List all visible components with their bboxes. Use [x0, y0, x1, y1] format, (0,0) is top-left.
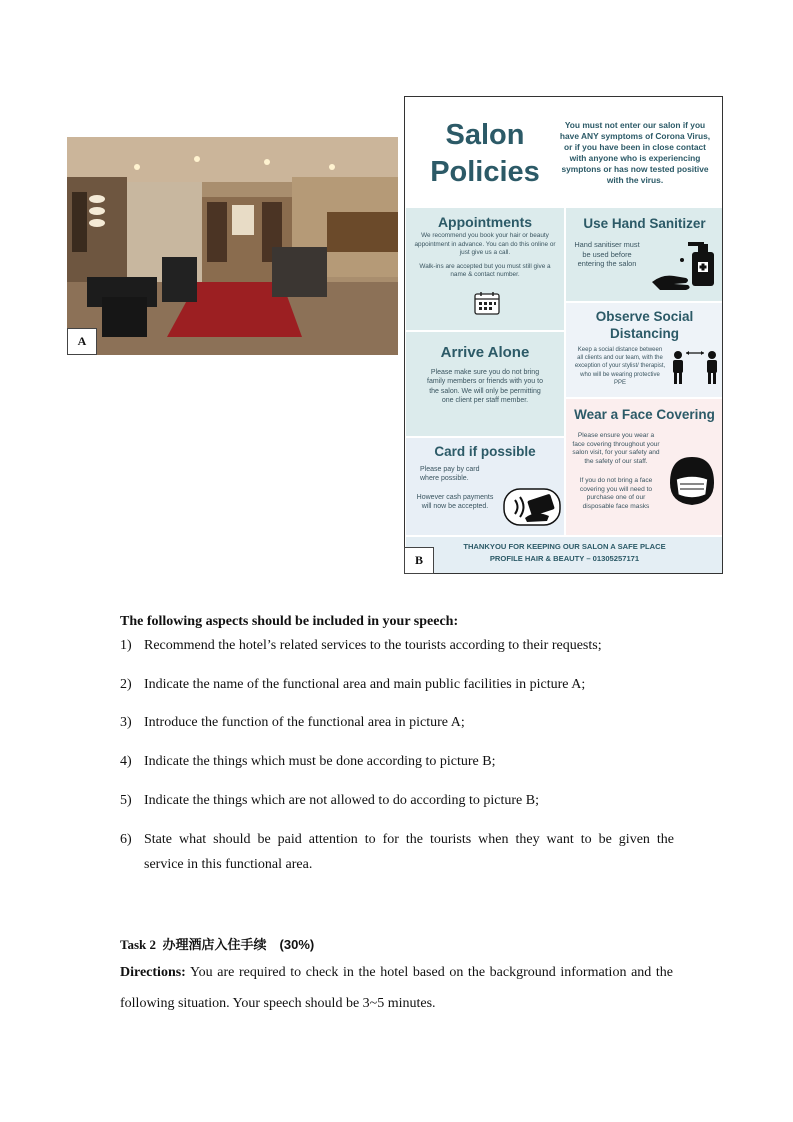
- social-distance-icon: [670, 347, 720, 387]
- panel-card-payment: Card if possible Please pay by card where possible. However cash payments will now be accepted.: [406, 438, 564, 535]
- poster-footer: THANKYOU FOR KEEPING OUR SALON A SAFE PLACE PROFILE HAIR & BEAUTY – 01305257171: [406, 537, 723, 573]
- panel-heading: Use Hand Sanitizer: [583, 216, 706, 231]
- poster-intro: You must not enter our salon if you have ANY symptoms of Corona Virus, or if you have been in close contact with anyone who is experiencing symptons or has now tested positive with the virus.: [559, 120, 711, 185]
- panel-heading: Appointments: [437, 214, 533, 230]
- hand-sanitizer-icon: [648, 238, 720, 294]
- panel-hand-sanitizer: Use Hand Sanitizer Hand sanitiser must be used before entering the salon: [566, 208, 723, 301]
- directions-text: You are required to check in the hotel based on the background information and the: [189, 965, 673, 980]
- aspect-item: Introduce the function of the functional area in picture A;: [144, 715, 465, 730]
- aspect-number: 5): [120, 793, 132, 808]
- aspect-item: Indicate the things which are not allowed to do according to picture B;: [144, 793, 539, 808]
- aspect-item: State what should be paid attention to for the tourists when they want to be given the: [144, 832, 674, 847]
- aspect-item: Recommend the hotel’s related services to the tourists according to their requests;: [144, 638, 602, 653]
- task2-title: 办理酒店入住手续: [162, 938, 267, 953]
- aspect-number: 2): [120, 677, 132, 692]
- aspect-number: 3): [120, 715, 132, 730]
- task2-directions-continued: following situation. Your speech should be 3~5 minutes.: [120, 996, 436, 1011]
- face-mask-icon: [666, 453, 718, 507]
- aspect-item: Indicate the things which must be done according to picture B;: [144, 754, 496, 769]
- aspect-number: 1): [120, 638, 132, 653]
- task2-heading: [120, 934, 314, 953]
- salon-policies-poster: [404, 96, 723, 574]
- aspects-heading: The following aspects should be included in your speech:: [120, 614, 459, 629]
- panel-face-covering: Wear a Face Covering Please ensure you wear a face covering throughout your salon visit, for your safety and the safety of our staff. If you do not bring a face covering you will need to purchase one of our disposable face masks: [566, 399, 723, 535]
- aspect-item: Indicate the name of the functional area and main public facilities in picture A;: [144, 677, 586, 692]
- aspect-number: 4): [120, 754, 132, 769]
- calendar-icon: [474, 291, 500, 315]
- panel-heading: Wear a Face Covering: [574, 407, 715, 422]
- picture-b-label: B: [404, 547, 434, 574]
- task2-weight: (30%): [279, 937, 315, 952]
- panel-heading: Card if possible: [434, 444, 536, 459]
- aspect-item-continued: service in this functional area.: [144, 857, 313, 872]
- panel-heading: Arrive Alone: [440, 344, 530, 361]
- contactless-card-icon: [503, 488, 561, 526]
- panel-appointments: Appointments We recommend you book your hair or beauty appointment in advance. You can do this online or just give us a call. Walk-ins are accepted but you must still give a name & contact number.: [406, 208, 564, 330]
- panel-heading: Observe Social Distancing: [595, 309, 694, 341]
- panel-arrive-alone: Arrive Alone Please make sure you do not bring family members or friends with you to the salon. We will only be permitting one client per staff member.: [406, 332, 564, 436]
- task2-directions: [120, 965, 673, 981]
- poster-title: Salon Policies: [430, 119, 540, 188]
- panel-social-distancing: Observe Social Distancing Keep a social distance between all clients and our team, with the exception of your stylist/ therapist, who will be wearing protective PPE: [566, 303, 723, 397]
- task2-label: Task 2: [120, 937, 157, 952]
- picture-a-label: A: [67, 328, 97, 355]
- directions-label: Directions:: [120, 965, 186, 980]
- salon-photo: [67, 137, 398, 355]
- aspect-number: 6): [120, 832, 132, 847]
